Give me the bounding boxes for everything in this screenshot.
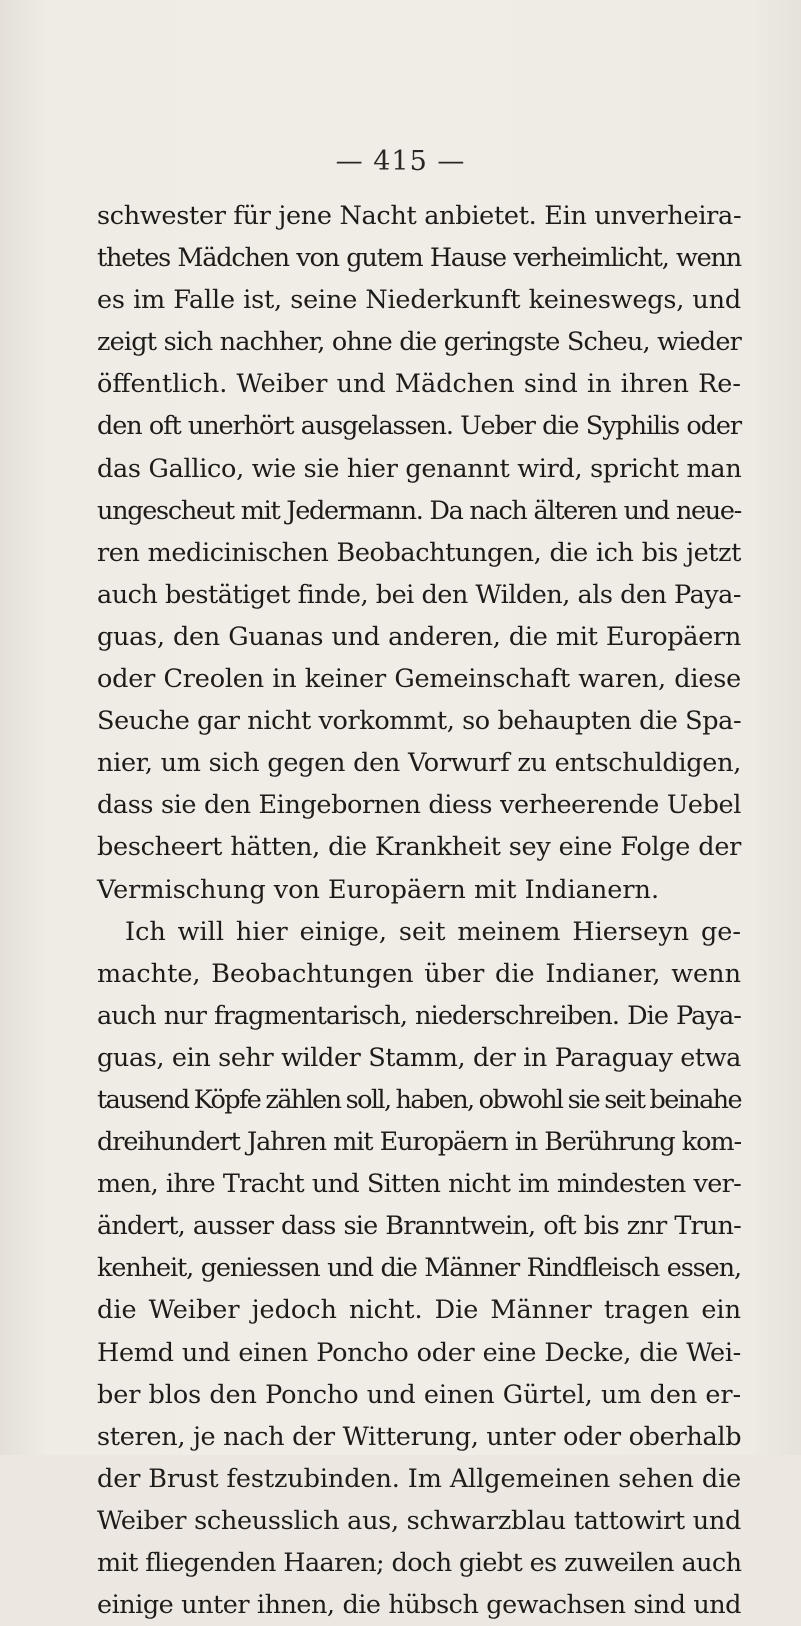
text-line: den oft unerhört ausgelassen. Ueber die Syphilis oder (97, 411, 741, 442)
text-line: tausend Köpfe zählen soll, haben, obwohl sie seit beinahe (97, 1084, 741, 1115)
text-line: die Weiber jedoch nicht. Die Männer tragen ein (97, 1295, 741, 1326)
text-line: das Gallico, wie sie hier genannt wird, spricht man (97, 453, 742, 484)
text-line: nier, um sich gegen den Vorwurf zu entschuldigen, (97, 748, 741, 779)
text-line: Vermischung von Europäern mit Indianern. (97, 874, 660, 905)
text-line: Weiber scheusslich aus, schwarzblau tattowirt und (97, 1505, 741, 1536)
text-line: thetes Mädchen von gutem Hause verheimlicht, wenn (97, 243, 741, 274)
text-line: der Brust festzubinden. Im Allgemeinen sehen die (97, 1463, 742, 1494)
text-line: dass sie den Eingebornen diess verheerende Uebel (97, 790, 741, 821)
text-line: schwester für jene Nacht anbietet. Ein unverheira- (97, 201, 742, 231)
text-line: bescheert hätten, die Krankheit sey eine Folge der (97, 832, 741, 863)
text-line: einige unter ihnen, die hübsch gewachsen sind und (97, 1590, 741, 1621)
text-line: machte, Beobachtungen über die Indianer, wenn (97, 958, 741, 989)
text-line: ändert, ausser dass sie Branntwein, oft bis znr Trun- (97, 1211, 741, 1242)
text-line: Hemd und einen Poncho oder eine Decke, die Wei- (97, 1337, 741, 1368)
text-line: guas, ein sehr wilder Stamm, der in Paraguay etwa (97, 1042, 741, 1073)
text-line: Seuche gar nicht vorkommt, so behaupten die Spa- (97, 706, 742, 737)
text-line: men, ihre Tracht und Sitten nicht im mindesten ver- (97, 1169, 741, 1200)
text-line: guas, den Guanas und anderen, die mit Europäern (97, 621, 741, 652)
text-line: steren, je nach der Witterung, unter oder oberhalb (97, 1421, 742, 1452)
body-text (97, 195, 741, 1626)
text-line: auch nur fragmentarisch, niederschreiben. Die Paya- (97, 1000, 741, 1031)
text-line: es im Falle ist, seine Niederkunft keineswegs, und (97, 285, 741, 316)
text-line: öffentlich. Weiber und Mädchen sind in ihren Re- (97, 369, 741, 400)
text-line: zeigt sich nachher, ohne die geringste Scheu, wieder (97, 327, 741, 358)
text-line: kenheit, geniessen und die Männer Rindfleisch essen, (97, 1253, 741, 1284)
text-line: oder Creolen in keiner Gemeinschaft waren, diese (97, 664, 741, 695)
page-number: — 415 — (335, 146, 466, 177)
text-line: mit fliegenden Haaren; doch giebt es zuweilen auch (97, 1548, 742, 1578)
text-line: auch bestätiget finde, bei den Wilden, als den Paya- (97, 579, 741, 610)
text-line: ungescheut mit Jedermann. Da nach älteren und neue- (97, 495, 741, 526)
text-line: ber blos den Poncho und einen Gürtel, um den er- (97, 1379, 741, 1410)
text-line: dreihundert Jahren mit Europäern in Berührung kom- (97, 1127, 741, 1158)
text-line: ren medicinischen Beobachtungen, die ich bis jetzt (97, 537, 741, 568)
text-line: Ich will hier einige, seit meinem Hierseyn ge- (125, 916, 741, 947)
